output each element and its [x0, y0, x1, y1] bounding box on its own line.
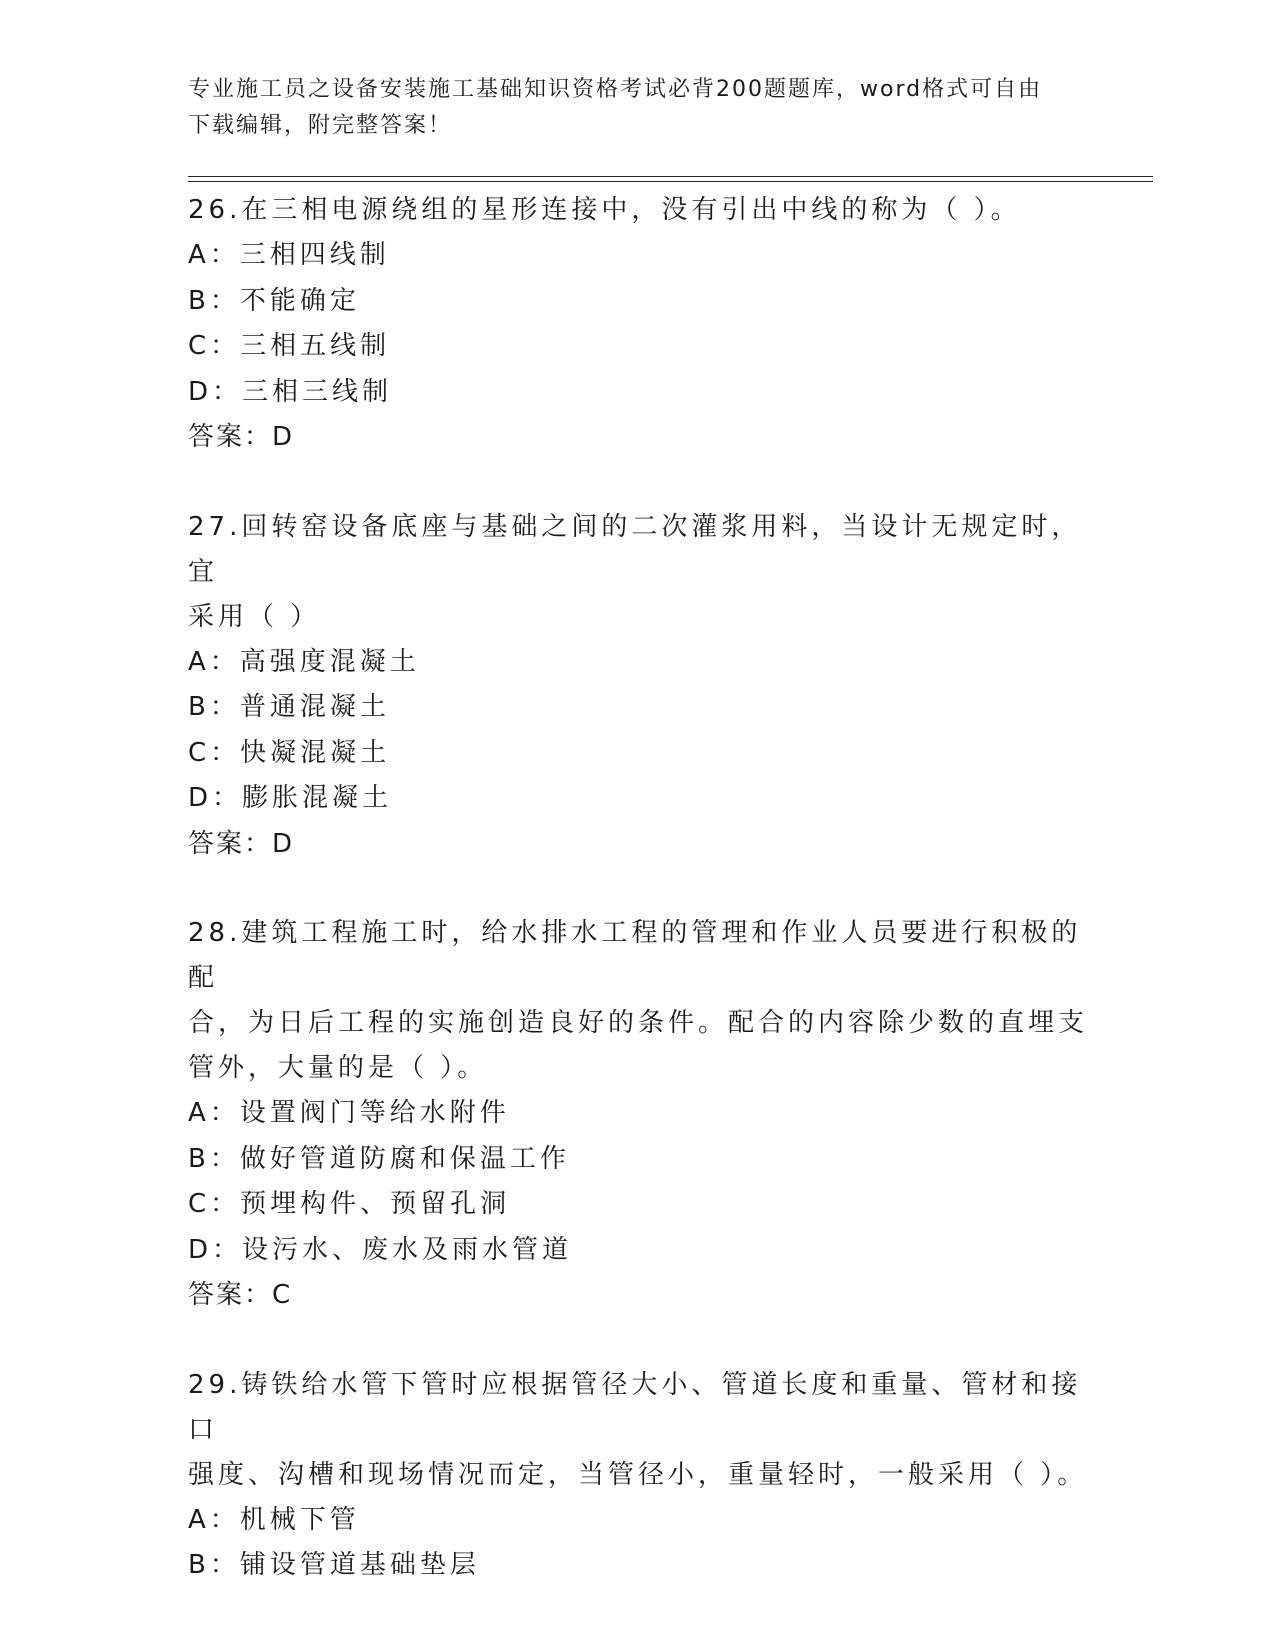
- question-26: [188, 188, 1088, 461]
- header-divider-bottom: [188, 181, 1153, 182]
- answer-line: 答案：D: [188, 828, 295, 859]
- option-b: B：不能确定: [188, 285, 360, 316]
- option-b: B：普通混凝土: [188, 692, 390, 722]
- option-c: C：三相五线制: [188, 331, 391, 361]
- question-stem-line: 强度、沟槽和现场情况而定，当管径小，重量轻时，一般采用（ ）。: [188, 1459, 1088, 1490]
- question-stem-line: 27.回转窑设备底座与基础之间的二次灌浆用料，当设计无规定时，宜: [188, 511, 1082, 587]
- question-stem-line: 29.铸铁给水管下管时应根据管径大小、管道长度和重量、管材和接口: [188, 1369, 1082, 1445]
- option-d: D：膨胀混凝土: [188, 783, 393, 813]
- option-b: B：做好管道防腐和保温工作: [188, 1143, 570, 1174]
- header-line-1: 专业施工员之设备安装施工基础知识资格考试必背200题题库，word格式可自由: [188, 77, 1043, 102]
- question-stem-line: 采用（ ）: [188, 601, 321, 632]
- question-list: [188, 188, 1088, 1633]
- option-c: C：预埋构件、预留孔洞: [188, 1189, 511, 1219]
- question-stem-line: 管外，大量的是（ ）。: [188, 1053, 488, 1083]
- option-b: B：铺设管道基础垫层: [188, 1550, 480, 1580]
- header-divider-top: [188, 176, 1153, 177]
- question-27: [188, 505, 1088, 868]
- option-a: A：机械下管: [188, 1504, 360, 1535]
- question-29: [188, 1363, 1088, 1589]
- document-header: [188, 72, 1088, 144]
- header-line-2: 下载编辑，附完整答案！: [188, 113, 453, 138]
- option-a: A：三相四线制: [188, 240, 390, 270]
- option-a: A：设置阀门等给水附件: [188, 1098, 510, 1128]
- option-d: D：设污水、废水及雨水管道: [188, 1234, 573, 1265]
- answer-line: 答案：D: [188, 422, 295, 452]
- question-stem-line: 28.建筑工程施工时，给水排水工程的管理和作业人员要进行积极的配: [188, 918, 1082, 993]
- answer-line: 答案：C: [188, 1280, 293, 1310]
- option-a: A：高强度混凝土: [188, 646, 420, 677]
- option-d: D：三相三线制: [188, 376, 393, 407]
- question-28: [188, 911, 1088, 1319]
- question-stem-line: 合，为日后工程的实施创造良好的条件。配合的内容除少数的直埋支: [188, 1008, 1089, 1038]
- option-c: C：快凝混凝土: [188, 737, 391, 768]
- question-stem-line: 26.在三相电源绕组的星形连接中，没有引出中线的称为（ ）。: [188, 195, 1021, 225]
